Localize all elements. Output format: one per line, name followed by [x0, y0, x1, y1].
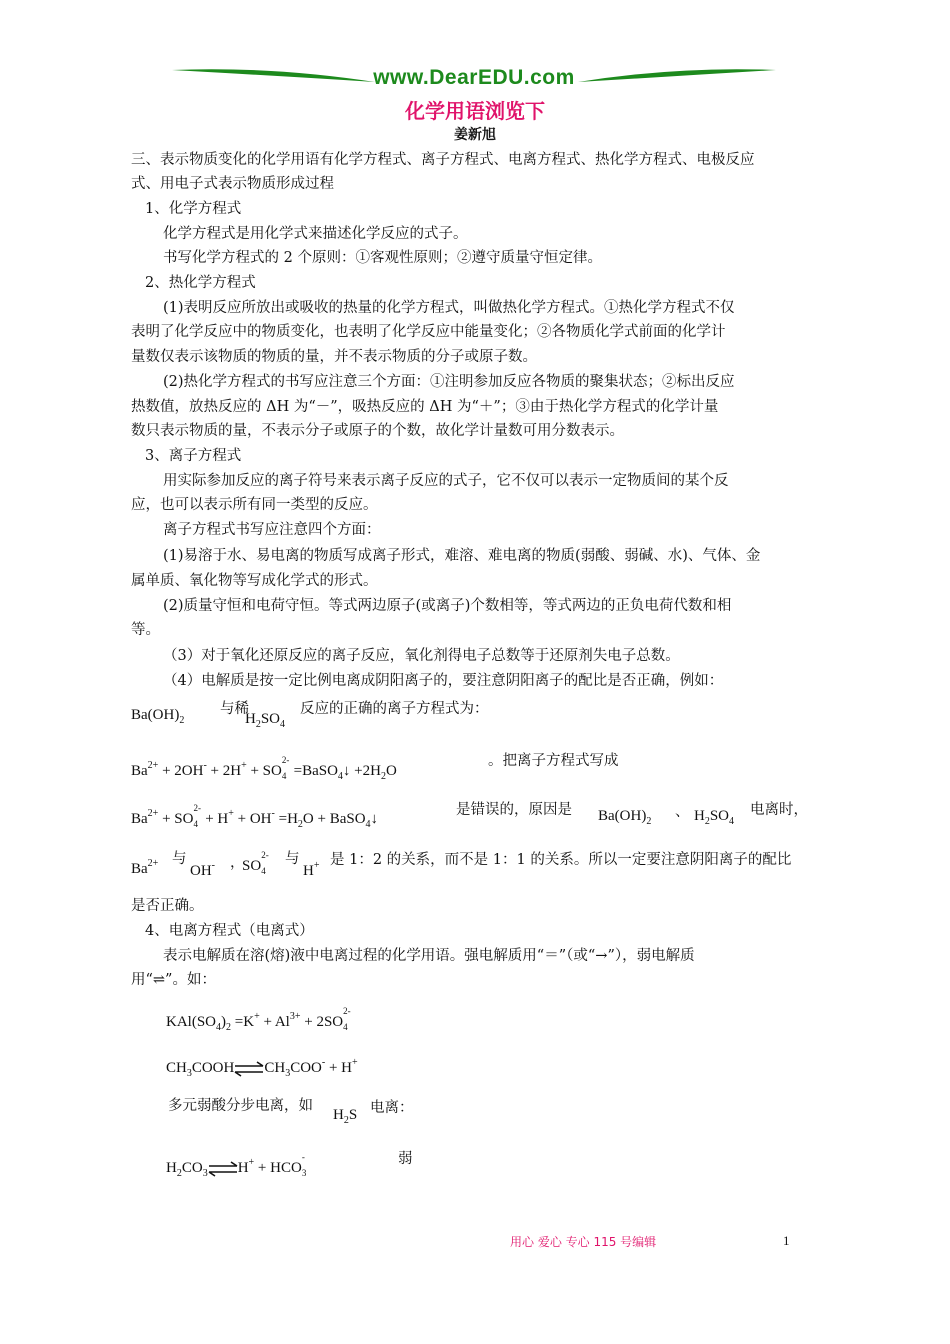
site-url[interactable]: www.DearEDU.com — [373, 66, 575, 89]
section-4-para-1b: 用“⇌”。如： — [131, 972, 216, 988]
author-name: 姜新旭 — [454, 127, 496, 143]
formula-baoh2: $Ba(OH)_2$ — [131, 707, 185, 726]
section-3-para-2: 离子方程式书写应注意四个方面： — [163, 522, 381, 538]
section-2-para-1c: 量数仅表示该物质的物质的量，并不表示物质的分子或原子数。 — [131, 349, 537, 365]
section-3-para-1a: 用实际参加反应的离子符号来表示离子反应的式子，它不仅可以表示一定物质间的某个反 — [163, 473, 729, 489]
section-3-para-4a: (2)质量守恒和电荷守恒。等式两边原子(或离子)个数相等，等式两边的正负电荷代数和相 — [163, 598, 732, 614]
formula-h2so4: $H_2SO_4$ — [245, 711, 286, 730]
formula-ba-ion: $Ba^{2+}$ — [131, 858, 159, 877]
example-dun-comma: 、 — [675, 804, 690, 820]
section-2-heading: 2、热化学方程式 — [145, 275, 256, 291]
formula-carbonic-acid-ionization: $H_2CO_3$ H+ + HCO - 3 — [166, 1151, 307, 1179]
page-number: 1 — [783, 1233, 790, 1248]
section-1-para-2: 书写化学方程式的 2 个原则：①客观性原则；②遵守质量守恒定律。 — [163, 250, 602, 266]
section-3-para-6: （4）电解质是按一定比例电离成阴阳离子的，要注意阴阳离子的配比是否正确，例如： — [163, 673, 724, 689]
formula-correct-ionic-equation: $Ba^{2+} + 2OH^- + 2H^+$ + SO 2- 4 =BaSO$_4$↓ $+2H_2O$ — [131, 754, 397, 782]
intro-line-1: 三、表示物质变化的化学用语有化学方程式、离子方程式、电离方程式、热化学方程式、电极反应 — [131, 152, 755, 168]
weak-label: 弱 — [398, 1151, 413, 1167]
formula-baoh2-b: $Ba(OH)_2$ — [598, 808, 652, 827]
example-reaction-text: 反应的正确的离子方程式为： — [300, 701, 489, 717]
section-2-para-1b: 表明了化学反应中的物质变化，也表明了化学反应中能量变化；②各物质化学式前面的化学计 — [131, 324, 726, 340]
section-3-para-4b: 等。 — [131, 622, 160, 638]
example-yu-1: 与 — [172, 851, 187, 867]
section-2-para-1a: (1)表明反应所放出或吸收的热量的化学方程式，叫做热化学方程式。①热化学方程式不仅 — [163, 300, 735, 316]
section-3-para-3b: 属单质、氧化物等写成化学式的形式。 — [131, 573, 378, 589]
section-4-para-2b: 电离： — [370, 1100, 414, 1116]
equilibrium-arrow-icon — [234, 1061, 264, 1077]
formula-h-ion: H+ — [303, 860, 320, 879]
example-ionize-text: 电离时， — [750, 802, 808, 818]
example-end-text: 是否正确。 — [131, 898, 204, 914]
intro-line-2: 式、用电子式表示物质形成过程 — [131, 176, 334, 192]
section-4-heading: 4、电离方程式（电离式） — [145, 923, 314, 939]
formula-wrong-ionic-equation: $Ba^{2+}$ + SO 2- 4 + $H^+ + OH^- =H_2O$ + BaSO$_4$↓ — [131, 802, 379, 830]
page-title: 化学用语浏览下 — [405, 99, 545, 123]
section-3-para-3a: (1)易溶于水、易电离的物质写成离子形式，难溶、难电离的物质(弱酸、弱碱、水)、气体、金 — [163, 548, 761, 564]
formula-so4-ion: SO 2- 4 — [242, 849, 269, 876]
section-4-para-2a: 多元弱酸分步电离，如 — [168, 1098, 313, 1114]
formula-h2so4-b: $H_2SO_4$ — [694, 808, 735, 827]
example-wrong-text: 是错误的，原因是 — [456, 802, 572, 818]
example-with-dilute: 与稀 — [220, 701, 249, 717]
footer-note: 用心 爱心 专心 115 号编辑 — [510, 1235, 657, 1249]
formula-h2s: $H_2S$ — [333, 1107, 358, 1126]
section-2-para-2a: (2)热化学方程式的书写应注意三个方面：①注明参加反应各物质的聚集状态；②标出反应 — [163, 374, 735, 390]
example-yu-2: 与 — [285, 851, 300, 867]
section-3-para-5: （3）对于氧化还原反应的离子反应，氧化剂得电子总数等于还原剂失电子总数。 — [163, 648, 680, 664]
section-1-heading: 1、化学方程式 — [145, 201, 242, 217]
section-2-para-2b: 热数值，放热反应的 ΔH 为“－”，吸热反应的 ΔH 为“＋”；③由于热化学方程式的化学计量 — [131, 399, 719, 415]
formula-oh-ion: OH- — [190, 860, 216, 879]
section-3-heading: 3、离子方程式 — [145, 448, 242, 464]
site-banner — [170, 60, 778, 96]
example-rewrite-text: 。把离子方程式写成 — [488, 753, 619, 769]
section-3-para-1b: 应，也可以表示所有同一类型的反应。 — [131, 497, 378, 513]
section-2-para-2c: 数只表示物质的量，不表示分子或原子的个数，故化学计量数可用分数表示。 — [131, 423, 624, 439]
formula-acetic-acid-ionization: $CH_3COOH$ $CH_3COO^- + H^+$ — [166, 1057, 358, 1079]
section-4-para-1a: 表示电解质在溶(熔)液中电离过程的化学用语。强电解质用“＝”（或“→”），弱电解质 — [163, 948, 695, 964]
section-1-para-1: 化学方程式是用化学式来描述化学反应的式子。 — [163, 226, 468, 242]
example-ratio-text: 是 1：2 的关系，而不是 1：1 的关系。所以一定要注意阴阳离子的配比 — [330, 852, 792, 868]
equilibrium-arrow-icon-2 — [208, 1161, 238, 1177]
example-comma: ， — [230, 855, 245, 871]
formula-kal-so4-ionization: $KAl(SO_4)_2 =K^+ + Al^{3+} + 2SO$ 2- 4 — [166, 1005, 351, 1033]
